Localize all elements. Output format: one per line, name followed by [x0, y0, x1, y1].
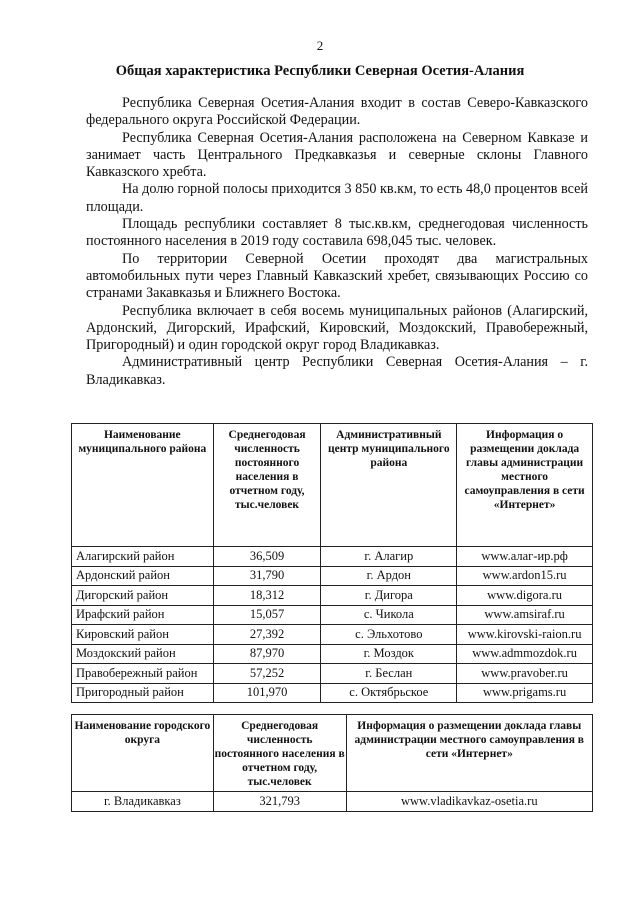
website-link[interactable]: www.pravober.ru — [457, 664, 593, 684]
website-link[interactable]: www.prigams.ru — [457, 683, 593, 703]
paragraph: По территории Северной Осетии проходят два магистральных автомобильных пути через Главный Кавказский хребет, связывающих Россию со странами Закавказья и Ближнего Востока. — [86, 250, 588, 302]
district-name-cell: Моздокский район — [72, 644, 214, 664]
city-district-name-cell: г. Владикавказ — [72, 792, 214, 812]
table-row — [72, 566, 593, 586]
table-row — [72, 547, 593, 567]
population-cell: 18,312 — [213, 586, 321, 606]
paragraph: Республика включает в себя восемь муниципальных районов (Алагирский, Ардонский, Дигорский, Ирафский, Кировский, Моздокский, Правобережный, Пригородный) и один городской округ город Владикавказ. — [86, 302, 588, 354]
website-link[interactable]: www.kirovski-raion.ru — [457, 625, 593, 645]
paragraph: На долю горной полосы приходится 3 850 кв.км, то есть 48,0 процентов всей площади. — [86, 181, 588, 215]
website-link[interactable]: www.vladikavkaz-osetia.ru — [346, 792, 592, 812]
paragraph: Площадь республики составляет 8 тыс.кв.км, среднегодовая численность постоянного населения в 2019 году составила 698,045 тыс. человек. — [86, 216, 588, 250]
population-cell: 31,790 — [213, 566, 321, 586]
population-cell: 321,793 — [213, 792, 346, 812]
district-name-cell: Правобережный район — [72, 664, 214, 684]
header-population: Среднегодовая численность постоянного населения в отчетном году, тыс.человек — [213, 424, 321, 547]
header-report-info: Информация о размещении доклада главы администрации местного самоуправления в сети «Интернет» — [457, 424, 593, 547]
header-population: Среднегодовая численность постоянного населения в отчетном году, тыс.человек — [213, 715, 346, 792]
population-cell: 15,057 — [213, 605, 321, 625]
population-cell: 57,252 — [213, 664, 321, 684]
table-row — [72, 664, 593, 684]
city-district-table — [71, 714, 593, 812]
district-name-cell: Ардонский район — [72, 566, 214, 586]
table-header-row — [72, 424, 593, 547]
table-row — [72, 683, 593, 703]
document-title: Общая характеристика Республики Северная Осетия-Алания — [115, 63, 525, 79]
header-district-name: Наименование муниципального района — [72, 424, 214, 547]
table-header-row — [72, 715, 593, 792]
district-name-cell: Пригородный район — [72, 683, 214, 703]
admin-center-cell: с. Чикола — [321, 605, 457, 625]
website-link[interactable]: www.digora.ru — [457, 586, 593, 606]
admin-center-cell: с. Эльхотово — [321, 625, 457, 645]
website-link[interactable]: www.admmozdok.ru — [457, 644, 593, 664]
website-link[interactable]: www.алаг-ир.рф — [457, 547, 593, 567]
district-name-cell: Дигорский район — [72, 586, 214, 606]
districts-table — [71, 423, 593, 703]
body-text — [86, 95, 588, 389]
district-name-cell: Алагирский район — [72, 547, 214, 567]
population-cell: 36,509 — [213, 547, 321, 567]
header-city-district-name: Наименование городского округа — [72, 715, 214, 792]
admin-center-cell: г. Дигора — [321, 586, 457, 606]
population-cell: 27,392 — [213, 625, 321, 645]
paragraph: Административный центр Республики Северная Осетия-Алания – г. Владикавказ. — [86, 354, 588, 388]
table-row — [72, 625, 593, 645]
population-cell: 101,970 — [213, 683, 321, 703]
table-row — [72, 605, 593, 625]
district-name-cell: Ирафский район — [72, 605, 214, 625]
admin-center-cell: г. Алагир — [321, 547, 457, 567]
header-admin-center: Административный центр муниципального района — [321, 424, 457, 547]
admin-center-cell: с. Октябрьское — [321, 683, 457, 703]
admin-center-cell: г. Моздок — [321, 644, 457, 664]
paragraph: Республика Северная Осетия-Алания входит в состав Северо-Кавказского федерального округа Российской Федерации. — [86, 95, 588, 129]
admin-center-cell: г. Ардон — [321, 566, 457, 586]
table-row — [72, 792, 593, 812]
district-name-cell: Кировский район — [72, 625, 214, 645]
page-number: 2 — [316, 38, 324, 53]
website-link[interactable]: www.amsiraf.ru — [457, 605, 593, 625]
admin-center-cell: г. Беслан — [321, 664, 457, 684]
paragraph: Республика Северная Осетия-Алания расположена на Северном Кавказе и занимает часть Центрального Предкавказья и северные склоны Главного Кавказского хребта. — [86, 129, 588, 181]
website-link[interactable]: www.ardon15.ru — [457, 566, 593, 586]
header-report-info: Информация о размещении доклада главы администрации местного самоуправления в сети «Интернет» — [346, 715, 592, 792]
population-cell: 87,970 — [213, 644, 321, 664]
table-row — [72, 586, 593, 606]
table-row — [72, 644, 593, 664]
